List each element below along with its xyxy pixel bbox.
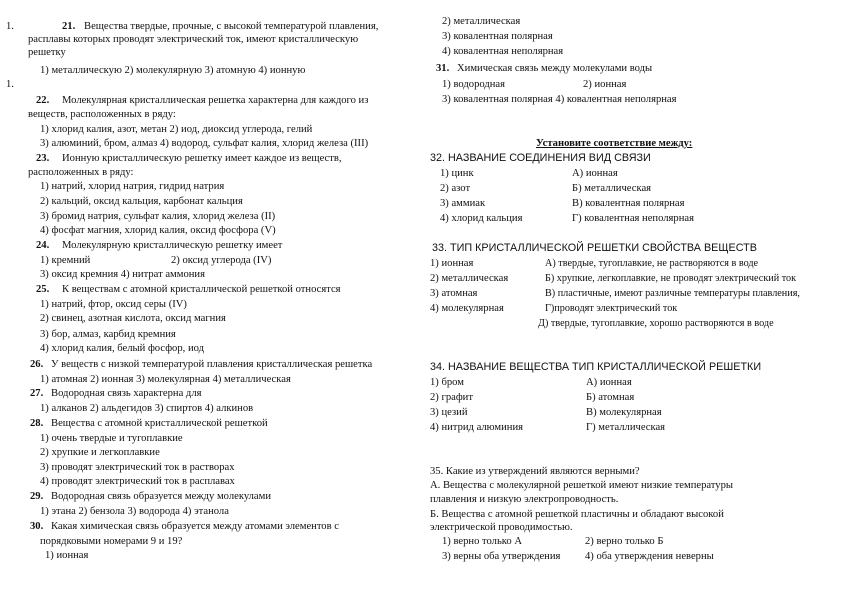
q26-text: У веществ с низкой температурой плавления кристаллическая решетка [51, 359, 373, 370]
q28-option: 2) хрупкие и легкоплавкие [40, 447, 160, 458]
q33-left-item: 1) ионная [430, 258, 474, 269]
q27-number: 27. [30, 388, 44, 399]
q34-left-item: 1) бром [430, 377, 464, 388]
q33-right-item: Б) хрупкие, легкоплавкие, не проводят электрический ток [545, 273, 797, 284]
list-number: 1. [6, 79, 14, 90]
q31-option: 2) ионная [583, 79, 627, 90]
q23-text: расположенных в ряду: [28, 167, 134, 178]
q35-option: 1) верно только А [442, 536, 522, 547]
q23-option: 3) бромид натрия, сульфат калия, хлорид железа (II) [40, 211, 276, 222]
q30-option: 3) ковалентная полярная [442, 31, 553, 42]
q34-left-item: 3) цезий [430, 407, 468, 418]
q31-option: 1) водородная [442, 79, 506, 90]
q33-header: 33. ТИП КРИСТАЛЛИЧЕСКОЙ РЕШЕТКИ СВОЙСТВА ВЕЩЕСТВ [432, 242, 757, 254]
q24-number: 24. [36, 240, 50, 251]
q28-option: 4) проводят электрический ток в расплавах [40, 476, 235, 487]
q24-option: 2) оксид углерода (IV) [171, 255, 272, 266]
q34-right-item: В) молекулярная [586, 407, 662, 418]
q30-text: Какая химическая связь образуется между атомами элементов с [51, 521, 339, 532]
q22-text: веществ, расположенных в ряду: [28, 109, 176, 120]
q22-option: 1) хлорид калия, азот, метан 2) иод, диоксид углерода, гелий [40, 124, 313, 135]
list-number: 1. [6, 21, 14, 32]
q21-number: 21. [62, 21, 76, 32]
q34-left-item: 4) нитрид алюминия [430, 422, 524, 433]
q30-option: 2) металлическая [442, 16, 521, 27]
q32-right-item: Б) металлическая [572, 183, 652, 194]
q21-options: 1) металлическую 2) молекулярную 3) атомную 4) ионную [40, 65, 306, 76]
q32-left-item: 1) цинк [440, 168, 474, 179]
q25-text: К веществам с атомной кристаллической решеткой относятся [62, 284, 341, 295]
q23-number: 23. [36, 153, 50, 164]
q33-left-item: 2) металлическая [430, 273, 509, 284]
q25-option: 4) хлорид калия, белый фосфор, иод [40, 343, 205, 354]
q35-option: 2) верно только Б [585, 536, 664, 547]
q32-right-item: А) ионная [572, 168, 618, 179]
q21-text: решетку [28, 47, 66, 58]
q34-header: 34. НАЗВАНИЕ ВЕЩЕСТВА ТИП КРИСТАЛЛИЧЕСКОЙ РЕШЕТКИ [430, 361, 762, 373]
q27-text: Водородная связь характерна для [51, 388, 202, 399]
match-heading: Установите соответствие между: [536, 138, 693, 149]
q33-right-item: Г)проводят электрический ток [545, 303, 678, 314]
q33-right-item: А) твердые, тугоплавкие, не растворяются в воде [545, 258, 759, 269]
q33-left-item: 3) атомная [430, 288, 478, 299]
q32-right-item: Г) ковалентная неполярная [572, 213, 694, 224]
q25-option: 3) бор, алмаз, карбид кремния [40, 329, 176, 340]
q31-option: 3) ковалентная полярная 4) ковалентная неполярная [442, 94, 677, 105]
q35-option: 3) верны оба утверждения [442, 551, 561, 562]
q35-header: 35. Какие из утверждений являются верными? [430, 466, 640, 477]
q28-option: 1) очень твердые и тугоплавкие [40, 433, 183, 444]
q35-statement: плавления и низкую электропроводность. [430, 494, 619, 505]
q33-right-item: Д) твердые, тугоплавкие, хорошо растворяются в воде [538, 318, 774, 329]
q25-option: 1) натрий, фтор, оксид серы (IV) [40, 299, 187, 310]
q21-text: Вещества твердые, прочные, с высокой температурой плавления, [84, 21, 379, 32]
q21-text: расплавы которых проводят электрический ток, имеют кристаллическую [28, 34, 359, 45]
q35-option: 4) оба утверждения неверны [585, 551, 714, 562]
q35-statement: Б. Вещества с атомной решеткой пластичны и обладают высокой [430, 509, 724, 520]
q23-option: 1) натрий, хлорид натрия, гидрид натрия [40, 181, 225, 192]
q25-number: 25. [36, 284, 50, 295]
q30-text: порядковыми номерами 9 и 19? [40, 536, 183, 547]
q32-left-item: 2) азот [440, 183, 471, 194]
q34-right-item: Б) атомная [586, 392, 635, 403]
q28-text: Вещества с атомной кристаллической решеткой [51, 418, 268, 429]
q30-number: 30. [30, 521, 44, 532]
q29-text: Водородная связь образуется между молекулами [51, 491, 272, 502]
q22-number: 22. [36, 95, 50, 106]
q23-text: Ионную кристаллическую решетку имеет каждое из веществ, [62, 153, 342, 164]
q34-left-item: 2) графит [430, 392, 473, 403]
q26-options: 1) атомная 2) ионная 3) молекулярная 4) металлическая [40, 374, 291, 385]
q32-right-item: В) ковалентная полярная [572, 198, 685, 209]
q24-text: Молекулярную кристаллическую решетку имеет [62, 240, 283, 251]
q24-option: 1) кремний [40, 255, 91, 266]
q22-text: Молекулярная кристаллическая решетка характерна для каждого из [62, 95, 369, 106]
q35-statement: А. Вещества с молекулярной решеткой имеют низкие температуры [430, 480, 734, 491]
q23-option: 4) фосфат магния, хлорид калия, оксид фосфора (V) [40, 225, 276, 236]
q31-number: 31. [436, 63, 450, 74]
q34-right-item: А) ионная [586, 377, 632, 388]
q24-option: 3) оксид кремния 4) нитрат аммония [40, 269, 205, 280]
q27-options: 1) алканов 2) альдегидов 3) спиртов 4) алкинов [40, 403, 254, 414]
q23-option: 2) кальций, оксид кальция, карбонат кальция [40, 196, 243, 207]
q31-text: Химическая связь между молекулами воды [457, 63, 653, 74]
q32-left-item: 4) хлорид кальция [440, 213, 523, 224]
q28-option: 3) проводят электрический ток в растворах [40, 462, 235, 473]
q32-left-item: 3) аммиак [440, 198, 486, 209]
q30-option: 1) ионная [45, 550, 89, 561]
q32-header: 32. НАЗВАНИЕ СОЕДИНЕНИЯ ВИД СВЯЗИ [430, 152, 651, 164]
q33-left-item: 4) молекулярная [430, 303, 504, 314]
q30-option: 4) ковалентная неполярная [442, 46, 564, 57]
q26-number: 26. [30, 359, 44, 370]
q29-number: 29. [30, 491, 44, 502]
q29-options: 1) этана 2) бензола 3) водорода 4) этанола [40, 506, 229, 517]
q34-right-item: Г) металлическая [586, 422, 666, 433]
q33-right-item: В) пластичные, имеют различные температуры плавления, [545, 288, 800, 299]
q22-option: 3) алюминий, бром, алмаз 4) водород, сульфат калия, хлорид железа (III) [40, 138, 369, 149]
q28-number: 28. [30, 418, 44, 429]
q25-option: 2) свинец, азотная кислота, оксид магния [40, 313, 226, 324]
q35-statement: электрической проводимостью. [430, 522, 573, 533]
